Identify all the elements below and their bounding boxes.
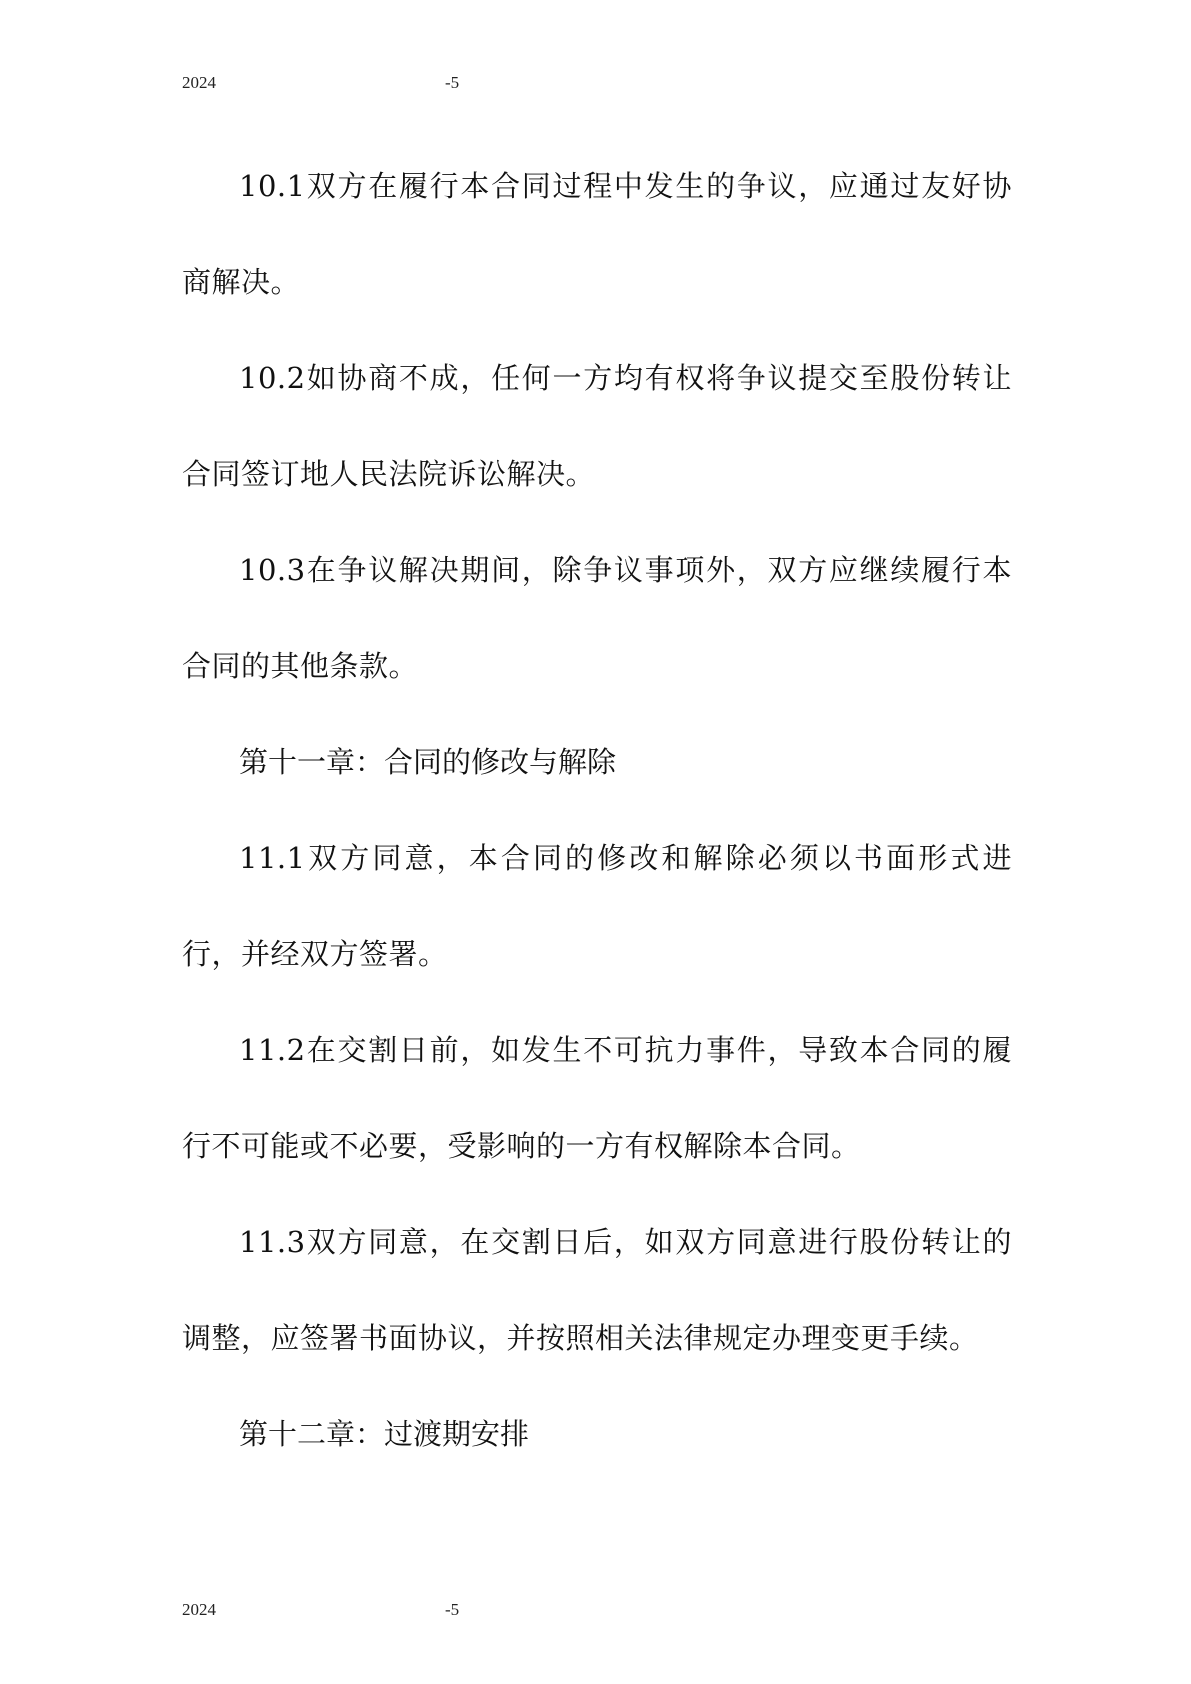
- page-footer: [182, 1600, 459, 1620]
- document-body: [182, 138, 1012, 1482]
- header-year: 2024: [182, 73, 216, 92]
- clause-10-2: 10.2如协商不成，任何一方均有权将争议提交至股份转让合同签订地人民法院诉讼解决。: [182, 361, 1012, 491]
- page-header: [182, 73, 459, 93]
- footer-page-label: -5: [445, 1600, 460, 1619]
- header-page-label: -5: [445, 73, 460, 92]
- footer-year: 2024: [182, 1600, 216, 1619]
- clause-11-2: 11.2在交割日前，如发生不可抗力事件，导致本合同的履行不可能或不必要，受影响的一方有权解除本合同。: [182, 1033, 1012, 1163]
- clause-10-3: 10.3在争议解决期间，除争议事项外，双方应继续履行本合同的其他条款。: [182, 553, 1012, 683]
- clause-10-1: 10.1双方在履行本合同过程中发生的争议，应通过友好协商解决。: [182, 169, 1012, 299]
- clause-11-3: 11.3双方同意，在交割日后，如双方同意进行股份转让的调整，应签署书面协议，并按照相关法律规定办理变更手续。: [182, 1225, 1012, 1355]
- chapter-11-heading: 第十一章：合同的修改与解除: [239, 745, 617, 779]
- clause-11-1: 11.1双方同意，本合同的修改和解除必须以书面形式进行，并经双方签署。: [182, 841, 1012, 971]
- chapter-12-heading: 第十二章：过渡期安排: [239, 1417, 530, 1451]
